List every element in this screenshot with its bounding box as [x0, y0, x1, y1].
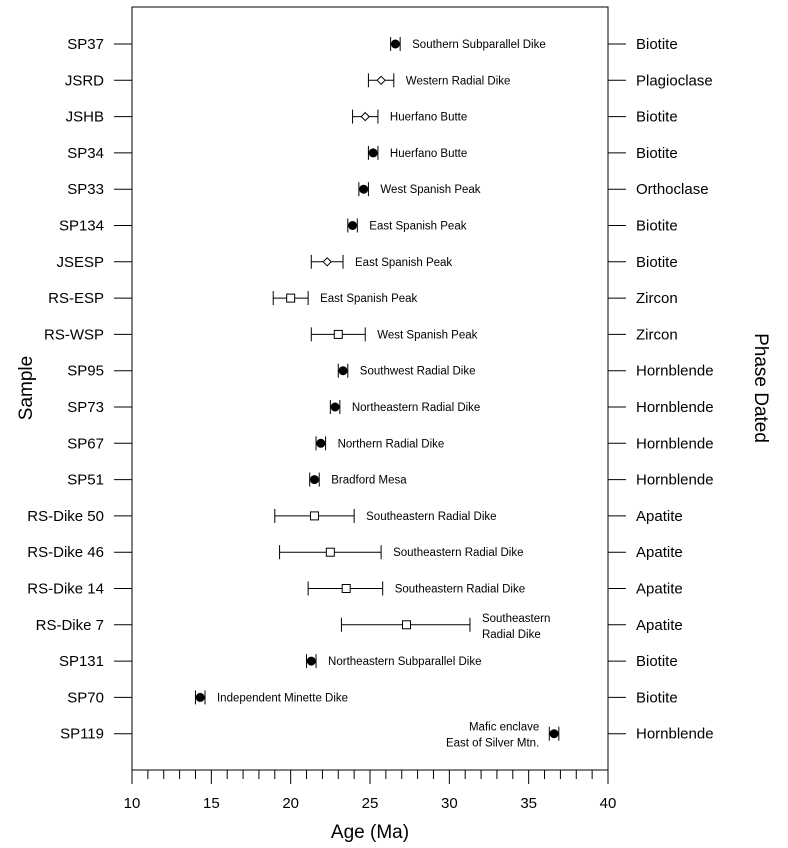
- point-annotation: Southwest Radial Dike: [359, 365, 476, 378]
- point-annotation: Mafic enclave: [468, 721, 540, 734]
- phase-label: Zircon: [636, 290, 678, 308]
- data-row: [27, 581, 682, 598]
- data-point: [369, 148, 378, 157]
- data-point: [307, 657, 316, 666]
- sample-label: SP34: [67, 144, 104, 162]
- sample-label: SP95: [67, 362, 104, 380]
- x-axis-title: Age (Ma): [330, 822, 410, 843]
- sample-label: SP73: [67, 399, 104, 416]
- sample-label: SP70: [67, 689, 104, 707]
- point-annotation: East Spanish Peak: [369, 220, 467, 233]
- phase-label: Plagioclase: [636, 72, 713, 90]
- data-row: [67, 472, 713, 489]
- y-axis-title-left: Sample: [16, 355, 37, 421]
- data-point: [326, 548, 334, 556]
- phase-label: Biotite: [636, 689, 678, 707]
- sample-label: RS-WSP: [44, 326, 104, 344]
- phase-label: Apatite: [636, 616, 683, 634]
- x-tick-label: 35: [520, 795, 538, 812]
- data-point: [334, 330, 342, 338]
- point-annotation: East of Silver Mtn.: [445, 737, 540, 750]
- point-annotation: West Spanish Peak: [380, 184, 481, 197]
- data-point: [348, 221, 357, 230]
- sample-label: SP33: [67, 181, 104, 199]
- point-annotation: East Spanish Peak: [355, 256, 453, 269]
- x-tick-label: 20: [282, 795, 300, 812]
- data-point: [377, 76, 385, 84]
- data-point: [323, 258, 331, 266]
- data-point: [310, 512, 318, 520]
- data-row: [67, 689, 677, 706]
- point-annotation: Northeastern Subparallel Dike: [328, 656, 482, 669]
- data-point: [402, 621, 410, 629]
- data-point: [287, 294, 295, 302]
- phase-label: Hornblende: [636, 471, 714, 489]
- sample-label: SP37: [67, 36, 104, 53]
- phase-label: Orthoclase: [636, 181, 709, 199]
- data-point: [339, 366, 348, 375]
- data-row: [36, 613, 683, 641]
- x-tick-label: 25: [361, 795, 379, 812]
- data-row: [67, 145, 677, 162]
- sample-label: RS-Dike 14: [27, 580, 104, 598]
- data-point: [361, 113, 369, 121]
- data-row: [67, 36, 677, 53]
- data-row: [65, 72, 713, 89]
- data-row: [67, 435, 713, 452]
- point-annotation: West Spanish Peak: [377, 329, 478, 342]
- data-rows: [27, 36, 713, 750]
- data-row: [56, 254, 677, 271]
- data-row: [27, 508, 682, 525]
- sample-label: RS-Dike 46: [27, 544, 104, 562]
- data-row: [67, 363, 713, 380]
- data-row: [66, 109, 678, 126]
- data-row: [67, 181, 708, 198]
- data-row: [48, 290, 678, 307]
- data-row: [44, 326, 678, 343]
- point-annotation: Southeastern Radial Dike: [366, 510, 497, 523]
- phase-label: Biotite: [636, 253, 678, 271]
- sample-label: SP119: [60, 725, 104, 743]
- sample-label: RS-ESP: [48, 290, 104, 308]
- point-annotation: Northern Radial Dike: [337, 438, 445, 451]
- data-row: [67, 399, 713, 416]
- data-point: [316, 439, 325, 448]
- sample-label: JSHB: [65, 108, 104, 126]
- point-annotation: East Spanish Peak: [320, 293, 418, 306]
- x-tick-label: 10: [123, 795, 141, 812]
- phase-label: Apatite: [636, 580, 683, 598]
- phase-label: Biotite: [636, 108, 678, 126]
- point-annotation: Bradford Mesa: [331, 474, 407, 487]
- point-annotation: Western Radial Dike: [405, 75, 511, 88]
- point-annotation: Southern Subparallel Dike: [412, 39, 546, 51]
- phase-label: Hornblende: [636, 399, 714, 416]
- data-row: [59, 653, 678, 670]
- sample-label: SP131: [58, 653, 104, 671]
- point-annotation: Radial Dike: [481, 628, 541, 641]
- phase-label: Apatite: [636, 507, 683, 525]
- data-point: [391, 40, 400, 49]
- data-point: [331, 403, 340, 412]
- sample-label: SP51: [67, 471, 104, 489]
- data-row: [60, 722, 714, 750]
- phase-label: Biotite: [636, 144, 678, 162]
- point-annotation: Southeastern Radial Dike: [393, 547, 524, 560]
- point-annotation: Southeastern Radial Dike: [394, 583, 526, 596]
- sample-label: JSRD: [64, 72, 104, 90]
- data-row: [59, 218, 678, 235]
- point-annotation: Southeastern: [481, 612, 551, 625]
- point-annotation: Huerfano Butte: [389, 147, 468, 160]
- data-point: [196, 693, 205, 702]
- phase-label: Apatite: [636, 544, 683, 562]
- phase-label: Zircon: [636, 326, 678, 344]
- sample-label: SP67: [67, 435, 104, 453]
- sample-label: JSESP: [56, 253, 104, 271]
- phase-label: Hornblende: [636, 725, 714, 743]
- data-point: [310, 475, 319, 484]
- phase-label: Biotite: [636, 653, 678, 671]
- point-annotation: Northeastern Radial Dike: [351, 402, 481, 414]
- x-tick-label: 15: [202, 795, 220, 812]
- data-point: [359, 185, 368, 194]
- phase-label: Hornblende: [636, 435, 714, 453]
- data-row: [27, 544, 682, 561]
- sample-label: SP134: [58, 217, 104, 235]
- sample-label: RS-Dike 50: [27, 507, 104, 525]
- point-annotation: Independent Minette Dike: [216, 692, 349, 705]
- x-tick-label: 40: [599, 795, 617, 812]
- phase-label: Biotite: [636, 217, 678, 235]
- x-axis: [124, 770, 617, 812]
- phase-label: Hornblende: [636, 362, 714, 380]
- data-point: [342, 585, 350, 593]
- point-annotation: Huerfano Butte: [389, 111, 468, 124]
- sample-label: RS-Dike 7: [35, 616, 104, 634]
- data-point: [550, 729, 559, 738]
- phase-label: Biotite: [636, 36, 678, 53]
- y-axis-title-right: Phase Dated: [750, 333, 771, 443]
- x-tick-label: 30: [440, 795, 458, 812]
